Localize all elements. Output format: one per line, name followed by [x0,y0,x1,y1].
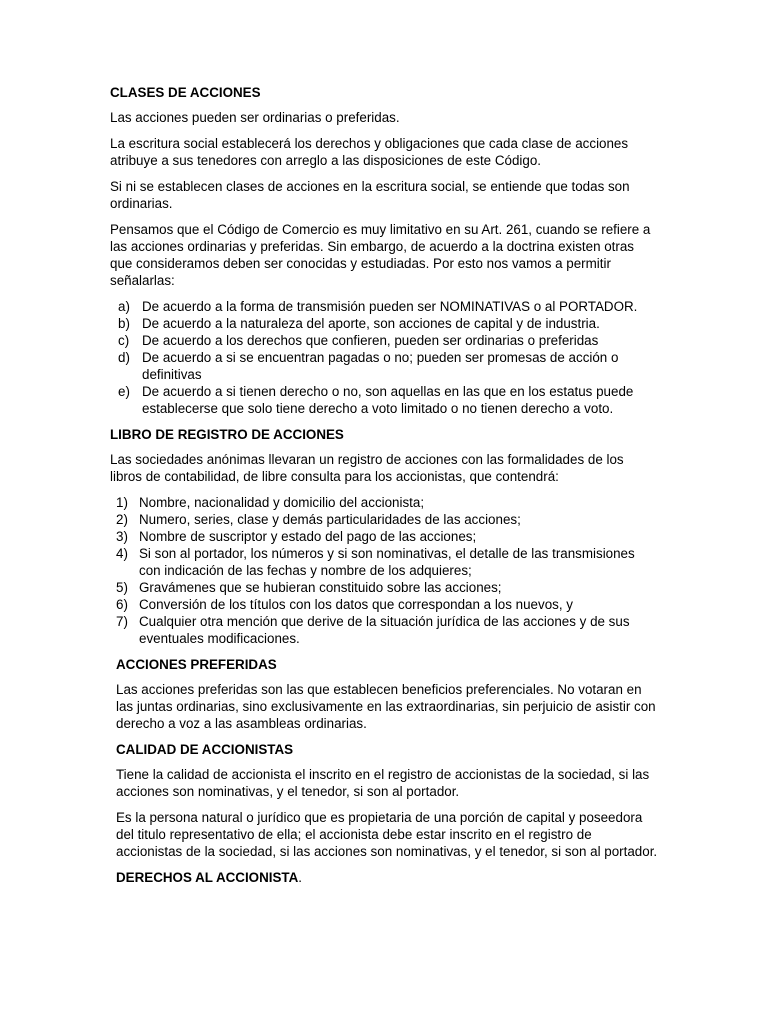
section-clases-de-acciones [110,84,658,417]
paragraph: Las sociedades anónimas llevaran un registro de acciones con las formalidades de los libros de contabilidad, de libre consulta para los accionistas, que contendrá: [110,452,624,484]
section-heading-text: DERECHOS AL ACCIONISTA [116,870,299,885]
lettered-list [110,298,658,417]
numbered-list [110,494,658,647]
list-marker: 2) [116,512,128,527]
list-item-text: De acuerdo a la forma de transmisión pueden ser NOMINATIVAS o al PORTADOR. [142,299,638,314]
paragraph: Pensamos que el Código de Comercio es muy limitativo en su Art. 261, cuando se refiere a las acciones ordinarias y preferidas. Sin embargo, de acuerdo a la doctrina existen otras que consideramos deben ser conocidas y estudiadas. Por esto nos vamos a permitir señalarlas: [110,222,651,288]
list-item-text: Conversión de los títulos con los datos que correspondan a los nuevos, y [139,597,573,612]
list-marker: 7) [116,614,128,629]
list-marker: b) [118,316,130,331]
section-derechos-al-accionista [116,869,658,886]
list-item-text: Numero, series, clase y demás particularidades de las acciones; [139,512,521,527]
list-marker: 4) [116,546,128,561]
paragraph: Tiene la calidad de accionista el inscrito en el registro de accionistas de la sociedad, si las acciones son nominativas, y el tenedor, si son al portador. [116,767,650,799]
list-item-text: Nombre, nacionalidad y domicilio del accionista; [139,495,425,510]
list-marker: a) [118,299,130,314]
section-libro-de-registro [110,426,658,647]
list-item-text: De acuerdo a la naturaleza del aporte, son acciones de capital y de industria. [142,316,600,331]
list-item [110,613,658,647]
section-calidad-de-accionistas [116,741,658,860]
document-page [110,84,658,894]
paragraph: Las acciones preferidas son las que establecen beneficios preferenciales. No votaran en las juntas ordinarias, sino exclusivamente en las extraordinarias, sin perjuicio de asistir con derecho a voz a las asambleas ordinarias. [116,682,656,731]
section-acciones-preferidas [116,656,658,732]
section-heading: CLASES DE ACCIONES [110,85,261,100]
list-marker: d) [118,350,130,365]
paragraph: La escritura social establecerá los derechos y obligaciones que cada clase de acciones atribuye a sus tenedores con arreglo a las disposiciones de este Código. [110,136,629,168]
list-item [110,579,658,596]
list-item [110,494,658,511]
list-marker: 3) [116,529,128,544]
section-heading: LIBRO DE REGISTRO DE ACCIONES [110,427,344,442]
section-heading: ACCIONES PREFERIDAS [116,657,277,672]
list-item [110,596,658,613]
list-item-text: Nombre de suscriptor y estado del pago de las acciones; [139,529,477,544]
list-item [110,528,658,545]
list-marker: 1) [116,495,128,510]
section-heading [116,869,658,886]
heading-period: . [298,870,303,885]
list-item [110,315,658,332]
list-item-text: De acuerdo a si tienen derecho o no, son aquellas en las que en los estatus puede establecerse que solo tiene derecho a voto limitado o no tienen derecho a voto. [142,384,634,416]
list-item [110,332,658,349]
list-marker: 5) [116,580,128,595]
list-item-text: Cualquier otra mención que derive de la situación jurídica de las acciones y de sus eventuales modificaciones. [139,614,630,646]
paragraph: Las acciones pueden ser ordinarias o preferidas. [110,110,400,125]
list-item [110,383,658,417]
list-marker: e) [118,384,130,399]
paragraph: Es la persona natural o jurídico que es propietaria de una porción de capital y poseedora del titulo representativo de ella; el accionista debe estar inscrito en el registro de accionistas de la sociedad, si las acciones son nominativas, y el tenedor, si son al portador. [116,810,658,859]
list-item-text: Si son al portador, los números y si son nominativas, el detalle de las transmisiones con indicación de las fechas y nombre de los adquieres; [139,546,635,578]
list-item-text: De acuerdo a los derechos que confieren, pueden ser ordinarias o preferidas [142,333,599,348]
list-item [110,349,658,383]
list-item-text: Gravámenes que se hubieran constituido sobre las acciones; [139,580,502,595]
list-item [110,545,658,579]
list-marker: c) [118,333,130,348]
list-item [110,511,658,528]
list-marker: 6) [116,597,128,612]
list-item-text: De acuerdo a si se encuentran pagadas o no; pueden ser promesas de acción o definitivas [142,350,619,382]
paragraph: Si ni se establecen clases de acciones en la escritura social, se entiende que todas son ordinarias. [110,179,630,211]
list-item [110,298,658,315]
section-heading: CALIDAD DE ACCIONISTAS [116,742,294,757]
